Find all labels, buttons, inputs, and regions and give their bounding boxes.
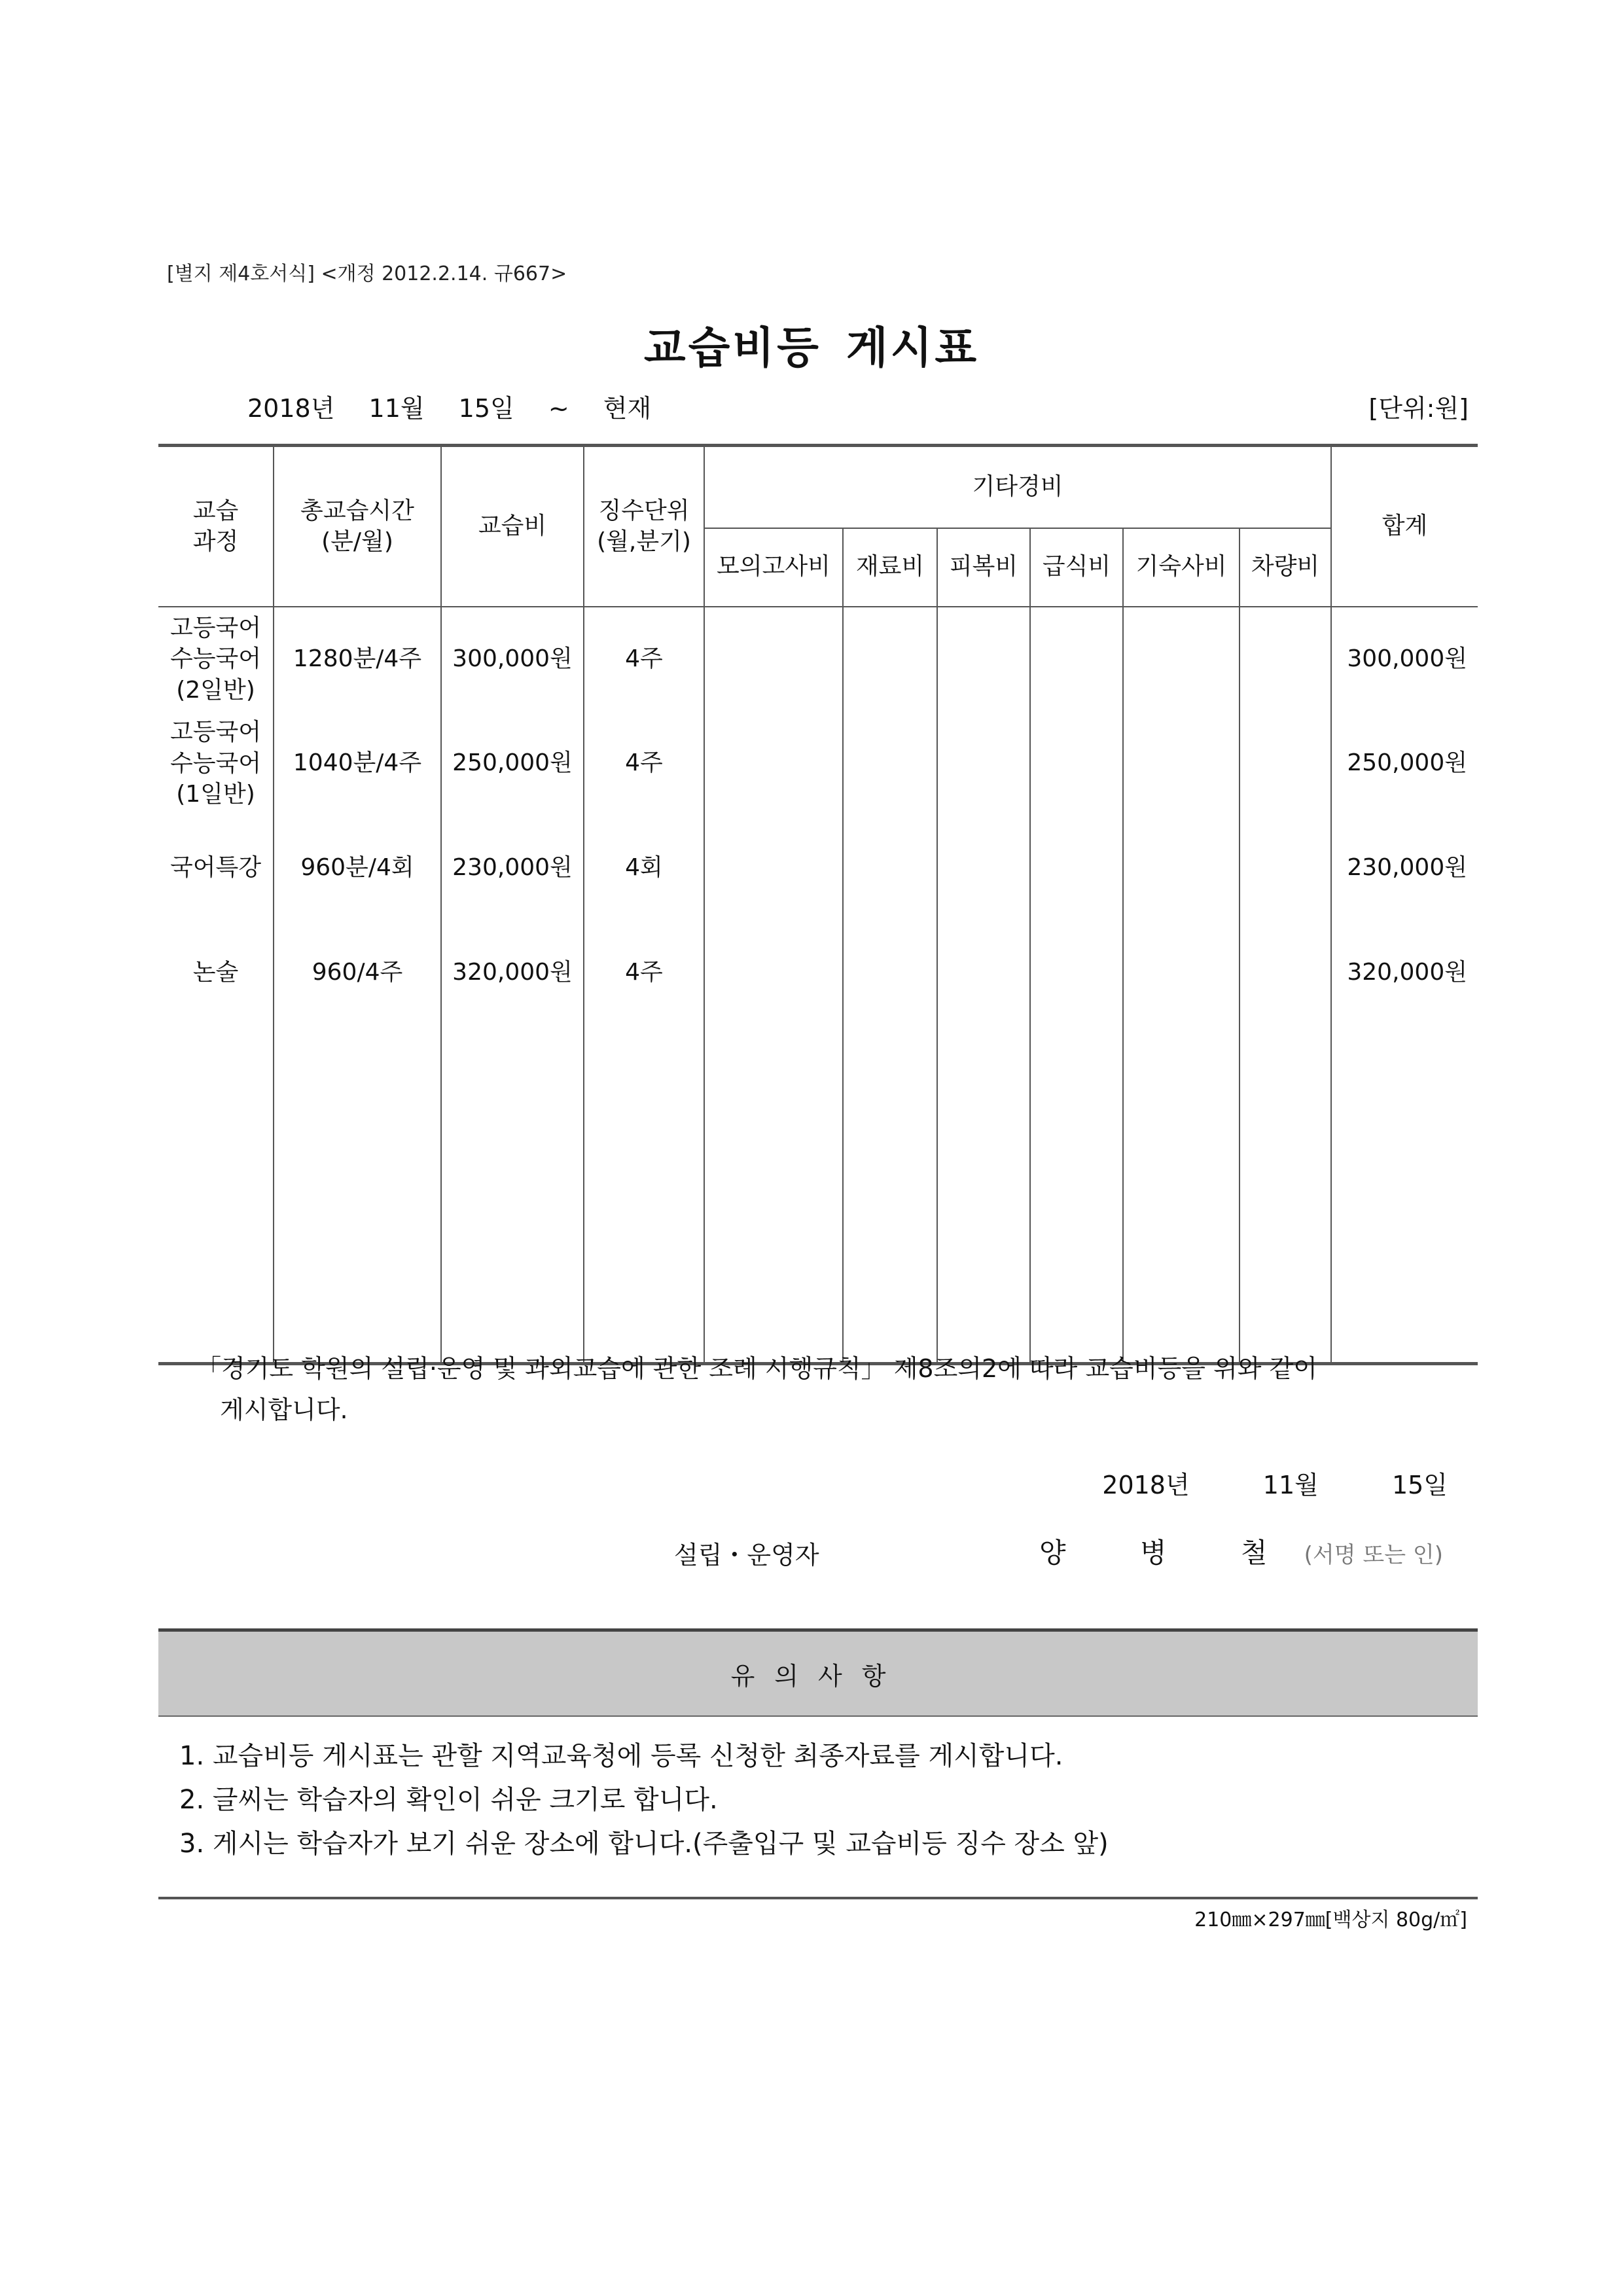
header-mock-exam: 모의고사비: [704, 528, 843, 607]
row-time: 960분/4회: [274, 816, 441, 921]
period-month: 11월: [368, 394, 425, 423]
header-course: 교습 과정: [158, 446, 274, 607]
table-row: [158, 607, 1478, 711]
fee-table: [158, 444, 1478, 1365]
form-reference: [별지 제4호서식] <개정 2012.2.14. 규667>: [167, 262, 567, 285]
row-total: 250,000원: [1331, 711, 1478, 816]
header-total-time: 총교습시간 (분/월): [274, 446, 441, 607]
sign-date: [1037, 1465, 1448, 1501]
header-clothing: 피복비: [937, 528, 1030, 607]
row-fee: 230,000원: [441, 816, 584, 921]
notice-list: [179, 1734, 1109, 1867]
unit-label: [단위:원]: [1368, 394, 1469, 423]
header-fee: 교습비: [441, 446, 584, 607]
sign-date-year: 2018년: [1102, 1471, 1190, 1499]
table-row: [158, 921, 1478, 1026]
period-tilde: ~: [548, 394, 569, 423]
table-row: [158, 816, 1478, 921]
notice-item: 2. 글씨는 학습자의 확인이 쉬운 크기로 합니다.: [179, 1785, 718, 1816]
table-empty-area: [158, 1026, 1478, 1364]
sign-date-month: 11월: [1262, 1471, 1319, 1499]
statement: [196, 1348, 1472, 1430]
row-fee: 250,000원: [441, 711, 584, 816]
row-total: 300,000원: [1331, 607, 1478, 711]
title-part1: 교습비등: [643, 323, 821, 373]
row-course: 논술: [158, 921, 274, 1026]
signature-note: (서명 또는 인): [1304, 1542, 1443, 1568]
row-course: 고등국어 수능국어 (1일반): [158, 711, 274, 816]
row-total: 320,000원: [1331, 921, 1478, 1026]
statement-line1: 「경기도 학원의 설립·운영 및 과외교습에 관한 조례 시행규칙」 제8조의2에 따라 교습비등을 위와 같이: [196, 1354, 1317, 1383]
header-dormitory: 기숙사비: [1123, 528, 1240, 607]
paper-spec: 210㎜×297㎜[백상지 80g/㎡]: [1194, 1909, 1467, 1931]
signer-name-char: 병: [1139, 1537, 1167, 1569]
signer-name-char: 철: [1240, 1537, 1268, 1569]
row-unit: 4주: [584, 921, 704, 1026]
bottom-divider: [158, 1897, 1478, 1899]
header-other-expenses: 기타경비: [704, 446, 1331, 528]
title-part2: 게시표: [846, 323, 980, 373]
signer-name-char: 양: [1039, 1537, 1066, 1569]
header-collect-unit: 징수단위 (월,분기): [584, 446, 704, 607]
table-row: [158, 711, 1478, 816]
header-total: 합계: [1331, 446, 1478, 607]
signer-label: 설립・운영자: [674, 1541, 819, 1570]
notice-item: 1. 교습비등 게시표는 관할 지역교육청에 등록 신청한 최종자료를 게시합니다.: [179, 1741, 1063, 1771]
notice-item: 3. 게시는 학습자가 보기 쉬운 장소에 합니다.(주출입구 및 교습비등 징수 장소 앞): [179, 1829, 1109, 1859]
period-year: 2018년: [247, 394, 335, 423]
row-unit: 4회: [584, 816, 704, 921]
row-time: 1280분/4주: [274, 607, 441, 711]
period-line: [247, 388, 677, 424]
row-course: 고등국어 수능국어 (2일반): [158, 607, 274, 711]
header-vehicle: 차량비: [1240, 528, 1331, 607]
notice-header: 유의사항: [158, 1628, 1478, 1717]
row-fee: 320,000원: [441, 921, 584, 1026]
row-time: 1040분/4주: [274, 711, 441, 816]
row-unit: 4주: [584, 711, 704, 816]
period-now: 현재: [603, 394, 652, 423]
row-unit: 4주: [584, 607, 704, 711]
signer-name: [1039, 1532, 1332, 1571]
document-title: [0, 313, 1623, 375]
period-day: 15일: [458, 394, 514, 423]
row-course: 국어특강: [158, 816, 274, 921]
header-material: 재료비: [843, 528, 937, 607]
sign-date-day: 15일: [1391, 1471, 1448, 1499]
statement-line2: 게시합니다.: [220, 1395, 348, 1424]
header-meal: 급식비: [1030, 528, 1123, 607]
row-time: 960/4주: [274, 921, 441, 1026]
row-fee: 300,000원: [441, 607, 584, 711]
row-total: 230,000원: [1331, 816, 1478, 921]
